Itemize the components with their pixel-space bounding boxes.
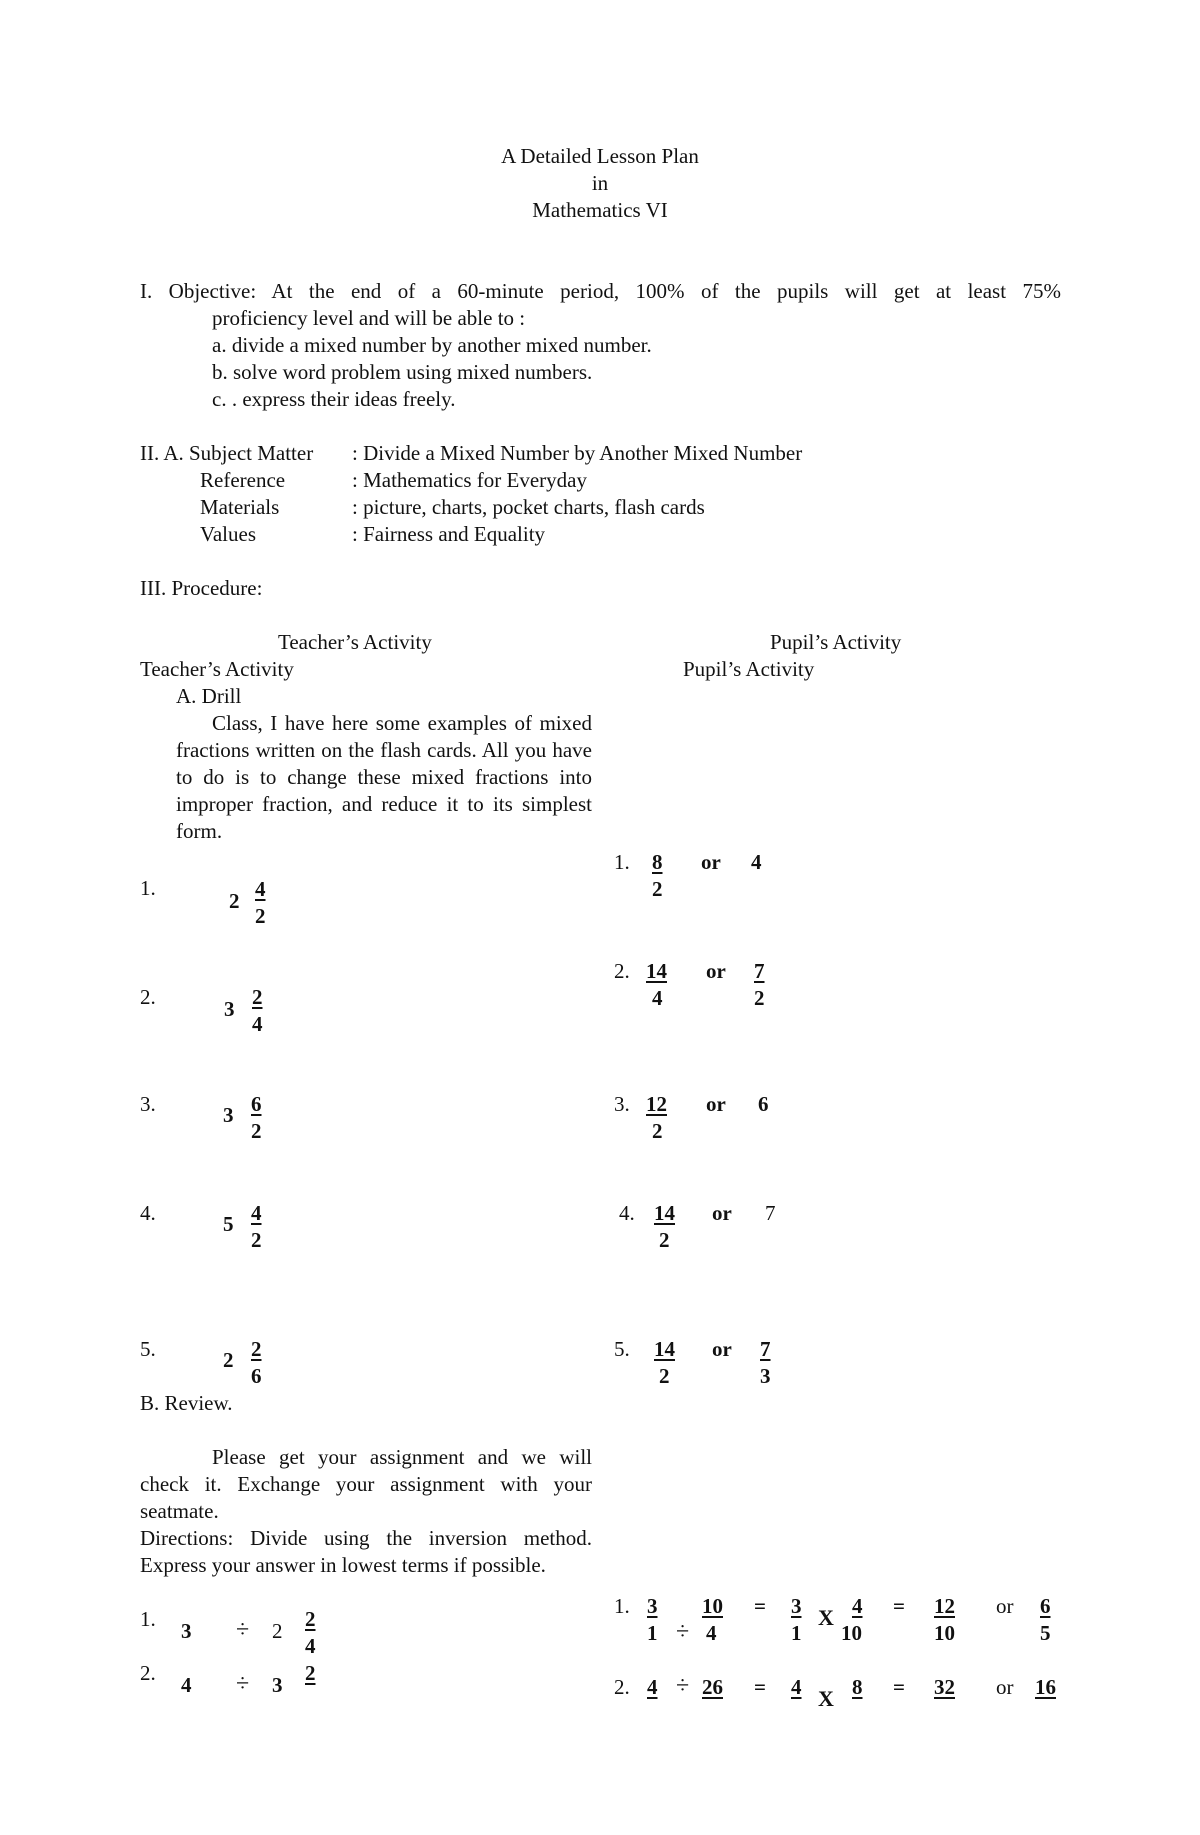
- drill-instructions: Class, I have here some examples of mixed fractions written on the flash cards. All you have to do is to change these mixed fractions into improper fraction, and reduce it to its simplest form.: [176, 711, 592, 843]
- divide-sign: ÷: [236, 1671, 250, 1697]
- answer-numerator: 8: [652, 850, 663, 874]
- term5-numerator: 12: [934, 1594, 955, 1618]
- numerator: 4: [255, 877, 266, 901]
- whole-number: 3: [224, 997, 235, 1021]
- term3-numerator: 3: [791, 1594, 802, 1618]
- review-instructions: Please get your assignment and we will check it. Exchange your assignment with your seatmate.: [140, 1445, 592, 1523]
- answer-or: or: [996, 1675, 1014, 1699]
- materials-value: : picture, charts, pocket charts, flash cards: [352, 495, 705, 519]
- equals-sign-2: =: [893, 1675, 905, 1699]
- answer-or: or: [712, 1337, 732, 1361]
- answer-simplified-numerator: 7: [760, 1337, 771, 1361]
- answer-number: 3.: [614, 1092, 630, 1116]
- question-number: 2.: [140, 985, 156, 1009]
- procedure-title: III. Procedure:: [140, 576, 263, 600]
- divisor-whole: 3: [272, 1673, 283, 1697]
- divide-sign: ÷: [236, 1617, 250, 1643]
- reference-value: : Mathematics for Everyday: [352, 468, 587, 492]
- term2-numerator: 10: [702, 1594, 723, 1618]
- answer-denominator: 2: [659, 1364, 670, 1388]
- answer-simplified: 4: [751, 850, 762, 874]
- answer-number: 2.: [614, 959, 630, 983]
- numerator: 2: [251, 1337, 262, 1361]
- document-subject: Mathematics VI: [532, 198, 668, 222]
- term5-denominator: 10: [934, 1621, 955, 1645]
- subject-label: II. A. Subject Matter: [140, 441, 314, 465]
- term6: 16: [1035, 1675, 1056, 1699]
- teacher-activity-header-2: Teacher’s Activity: [140, 657, 294, 681]
- divide-sign: ÷: [676, 1619, 690, 1645]
- answer-number: 2.: [614, 1675, 630, 1699]
- dividend: 3: [181, 1619, 192, 1643]
- document-subtitle-in: in: [591, 171, 609, 195]
- objective-line-1: I. Objective: At the end of a 60-minute period, 100% of the pupils will get at least 75%: [140, 279, 1061, 303]
- subject-value: : Divide a Mixed Number by Another Mixed Number: [352, 441, 803, 465]
- numerator: 6: [251, 1092, 262, 1116]
- document-title: A Detailed Lesson Plan: [501, 144, 699, 168]
- whole-number: 3: [223, 1103, 234, 1127]
- question-number: 5.: [140, 1337, 156, 1361]
- question-number: 4.: [140, 1201, 156, 1225]
- answer-numerator: 14: [654, 1201, 675, 1225]
- answer-simplified-denominator: 2: [754, 986, 765, 1010]
- answer-or: or: [712, 1201, 732, 1225]
- question-number: 1.: [140, 1607, 156, 1631]
- answer-or: or: [701, 850, 721, 874]
- answer-simplified-numerator: 7: [754, 959, 765, 983]
- values-value: : Fairness and Equality: [352, 522, 546, 546]
- whole-number: 2: [223, 1348, 234, 1372]
- answer-numerator: 12: [646, 1092, 667, 1116]
- term1-numerator: 3: [647, 1594, 658, 1618]
- answer-simplified: 6: [758, 1092, 769, 1116]
- answer-number: 5.: [614, 1337, 630, 1361]
- review-title: B. Review.: [140, 1391, 233, 1415]
- question-number: 1.: [140, 876, 156, 900]
- question-number: 3.: [140, 1092, 156, 1116]
- materials-label: Materials: [200, 495, 280, 519]
- denominator: 6: [251, 1364, 262, 1388]
- answer-number: 4.: [619, 1201, 635, 1225]
- divide-sign: ÷: [676, 1673, 690, 1699]
- answer-simplified-denominator: 3: [760, 1364, 771, 1388]
- teacher-activity-header: Teacher’s Activity: [278, 630, 432, 654]
- equals-sign: =: [754, 1594, 766, 1618]
- term2-denominator: 4: [706, 1621, 717, 1645]
- divisor-denominator: 4: [305, 1634, 316, 1658]
- multiply-sign: X: [818, 1605, 834, 1630]
- term3-denominator: 1: [791, 1621, 802, 1645]
- answer-or: or: [706, 959, 726, 983]
- term6-denominator: 5: [1040, 1621, 1051, 1645]
- answer-numerator: 14: [654, 1337, 675, 1361]
- objective-item-b: b. solve word problem using mixed numbers.: [212, 360, 593, 384]
- whole-number: 2: [229, 889, 240, 913]
- reference-label: Reference: [200, 468, 286, 492]
- objective-line-2: proficiency level and will be able to :: [212, 306, 526, 330]
- term3: 4: [791, 1675, 802, 1699]
- answer-denominator: 4: [652, 986, 663, 1010]
- objective-item-c: c. . express their ideas freely.: [212, 387, 456, 411]
- term4-denominator: 10: [841, 1621, 862, 1645]
- objective-item-a: a. divide a mixed number by another mixed number.: [212, 333, 652, 357]
- equals-sign: =: [754, 1675, 766, 1699]
- whole-number: 5: [223, 1212, 234, 1236]
- review-directions: Directions: Divide using the inversion method. Express your answer in lowest terms if possible.: [140, 1526, 592, 1577]
- answer-number: 1.: [614, 850, 630, 874]
- answer-simplified: 7: [765, 1201, 776, 1225]
- term4-numerator: 4: [852, 1594, 863, 1618]
- answer-numerator: 14: [646, 959, 667, 983]
- answer-or: or: [996, 1594, 1014, 1618]
- question-number: 2.: [140, 1661, 156, 1685]
- answer-or: or: [706, 1092, 726, 1116]
- term5: 32: [934, 1675, 955, 1699]
- divisor-whole: 2: [272, 1619, 283, 1643]
- term2: 26: [702, 1675, 723, 1699]
- denominator: 4: [252, 1012, 263, 1036]
- multiply-sign: X: [818, 1686, 834, 1711]
- denominator: 2: [251, 1228, 262, 1252]
- equals-sign-2: =: [893, 1594, 905, 1618]
- term1-denominator: 1: [647, 1621, 658, 1645]
- answer-number: 1.: [614, 1594, 630, 1618]
- numerator: 2: [252, 985, 263, 1009]
- answer-denominator: 2: [659, 1228, 670, 1252]
- values-label: Values: [200, 522, 256, 546]
- pupil-activity-header: Pupil’s Activity: [770, 630, 902, 654]
- divisor-numerator: 2: [305, 1661, 316, 1685]
- dividend: 4: [181, 1673, 192, 1697]
- denominator: 2: [255, 904, 266, 928]
- divisor-numerator: 2: [305, 1607, 316, 1631]
- numerator: 4: [251, 1201, 262, 1225]
- term4: 8: [852, 1675, 863, 1699]
- denominator: 2: [251, 1119, 262, 1143]
- answer-denominator: 2: [652, 877, 663, 901]
- answer-denominator: 2: [652, 1119, 663, 1143]
- term6-numerator: 6: [1040, 1594, 1051, 1618]
- pupil-activity-header-2: Pupil’s Activity: [683, 657, 815, 681]
- term1: 4: [647, 1675, 658, 1699]
- drill-title: A. Drill: [176, 684, 242, 708]
